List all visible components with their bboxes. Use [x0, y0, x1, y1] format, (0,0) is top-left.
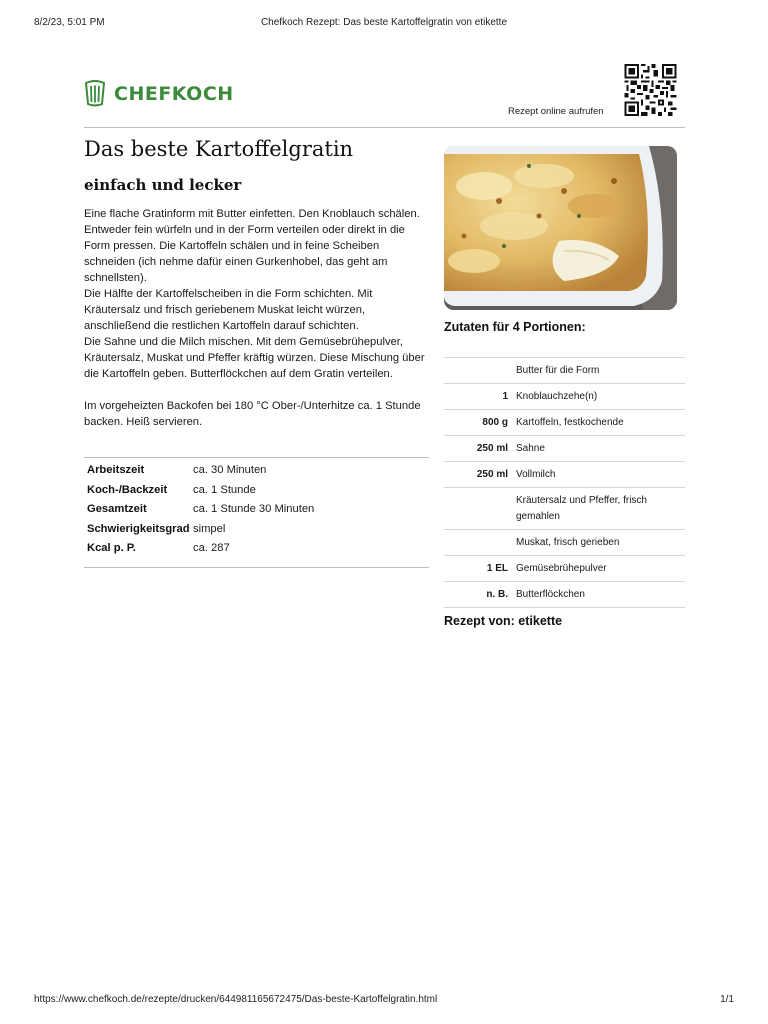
chefkoch-logo [84, 79, 234, 109]
print-footer [34, 994, 734, 1008]
ingredient-row [444, 384, 685, 410]
ingredient-amount: n. B. [486, 589, 508, 600]
info-divider-top [84, 457, 429, 458]
ingredient-name: Kartoffeln, festkochende [516, 417, 624, 428]
ingredient-name: Gemüsebrühepulver [516, 563, 607, 574]
recipe-info-table [87, 464, 427, 562]
ingredient-amount: 250 ml [476, 469, 508, 480]
instructions [84, 206, 430, 430]
ingredients-table [444, 357, 685, 608]
instruction-step: Die Sahne und die Milch mischen. Mit dem Gemüsebrühepulver, Kräutersalz, Muskat und Pfeffer kräftig würzen. Diese Mischung über die Kartoffeln geben. Butterflöckchen auf dem Gratin verteilen. [84, 336, 425, 380]
online-recipe-link[interactable]: Rezept online aufrufen [508, 106, 604, 117]
info-value: ca. 287 [193, 542, 230, 555]
info-value: ca. 1 Stunde 30 Minuten [193, 503, 315, 516]
instruction-step: Im vorgeheizten Backofen bei 180 °C Ober-/Unterhitze ca. 1 Stunde backen. Heiß servieren. [84, 400, 421, 428]
print-url[interactable]: https://www.chefkoch.de/rezepte/drucken/644981165672475/Das-beste-Kartoffelgratin.html [34, 994, 438, 1005]
info-label: Koch-/Backzeit [87, 483, 168, 496]
ingredient-amount: 800 g [482, 417, 508, 428]
info-row [87, 484, 427, 504]
info-row [87, 503, 427, 523]
ingredient-name: Vollmilch [516, 469, 556, 480]
instruction-step: Eine flache Gratinform mit Butter einfetten. Den Knoblauch schälen. Entweder fein würfeln und in der Form verteilen oder direkt in die Form pressen. Die Kartoffeln schälen und in feine Scheiben schneiden (ich nehme dafür einen Gurkenhobel, das geht am schnellsten). [84, 208, 420, 284]
ingredient-row [444, 530, 685, 556]
ingredient-row [444, 410, 685, 436]
recipe-photo [444, 146, 677, 310]
info-label: Gesamtzeit [87, 503, 147, 516]
info-value: simpel [193, 522, 226, 535]
info-label: Arbeitszeit [87, 464, 145, 476]
ingredient-name: Knoblauchzehe(n) [516, 391, 598, 402]
ingredient-name: Butterflöckchen [516, 589, 585, 600]
recipe-title: Das beste Kartoffelgratin [84, 137, 354, 161]
ingredient-name: Muskat, frisch gerieben [516, 537, 620, 548]
info-divider-bottom [84, 567, 429, 568]
info-value: ca. 1 Stunde [193, 483, 256, 496]
ingredient-row [444, 462, 685, 488]
chef-hat-icon [84, 80, 106, 108]
info-label: Kcal p. P. [87, 542, 136, 555]
header-divider [84, 127, 685, 128]
qr-code-icon [623, 64, 678, 116]
ingredient-row [444, 436, 685, 462]
ingredient-row [444, 582, 685, 608]
instruction-step: Die Hälfte der Kartoffelscheiben in die Form schichten. Mit Kräutersalz und frisch geriebenem Muskat leicht würzen, anschließend die restlichen Kartoffeln darauf schichten. [84, 288, 373, 332]
recipe-author: Rezept von: etikette [444, 614, 563, 628]
recipe-subtitle: einfach und lecker [84, 176, 242, 194]
page-count: 1/1 [720, 994, 734, 1005]
info-label: Schwierigkeitsgrad [87, 522, 190, 535]
info-row [87, 464, 427, 484]
ingredient-name: Butter für die Form [516, 365, 600, 376]
ingredient-row [444, 488, 685, 530]
ingredients-heading: Zutaten für 4 Portionen: [444, 320, 586, 334]
ingredient-amount: 250 ml [476, 443, 508, 454]
info-row [87, 542, 427, 562]
print-date: 8/2/23, 5:01 PM [34, 17, 105, 28]
brand-name: CHEFKOCH [114, 83, 234, 105]
info-value: ca. 30 Minuten [193, 464, 267, 476]
ingredient-name: Sahne [516, 443, 545, 454]
print-document-title: Chefkoch Rezept: Das beste Kartoffelgratin von etikette [260, 17, 508, 28]
ingredient-amount: 1 [502, 391, 508, 402]
ingredient-name: Kräutersalz und Pfeffer, frisch gemahlen [516, 494, 647, 522]
ingredient-amount: 1 EL [486, 563, 508, 574]
ingredient-row [444, 358, 685, 384]
ingredient-row [444, 556, 685, 582]
info-row [87, 523, 427, 543]
print-header [34, 17, 734, 31]
